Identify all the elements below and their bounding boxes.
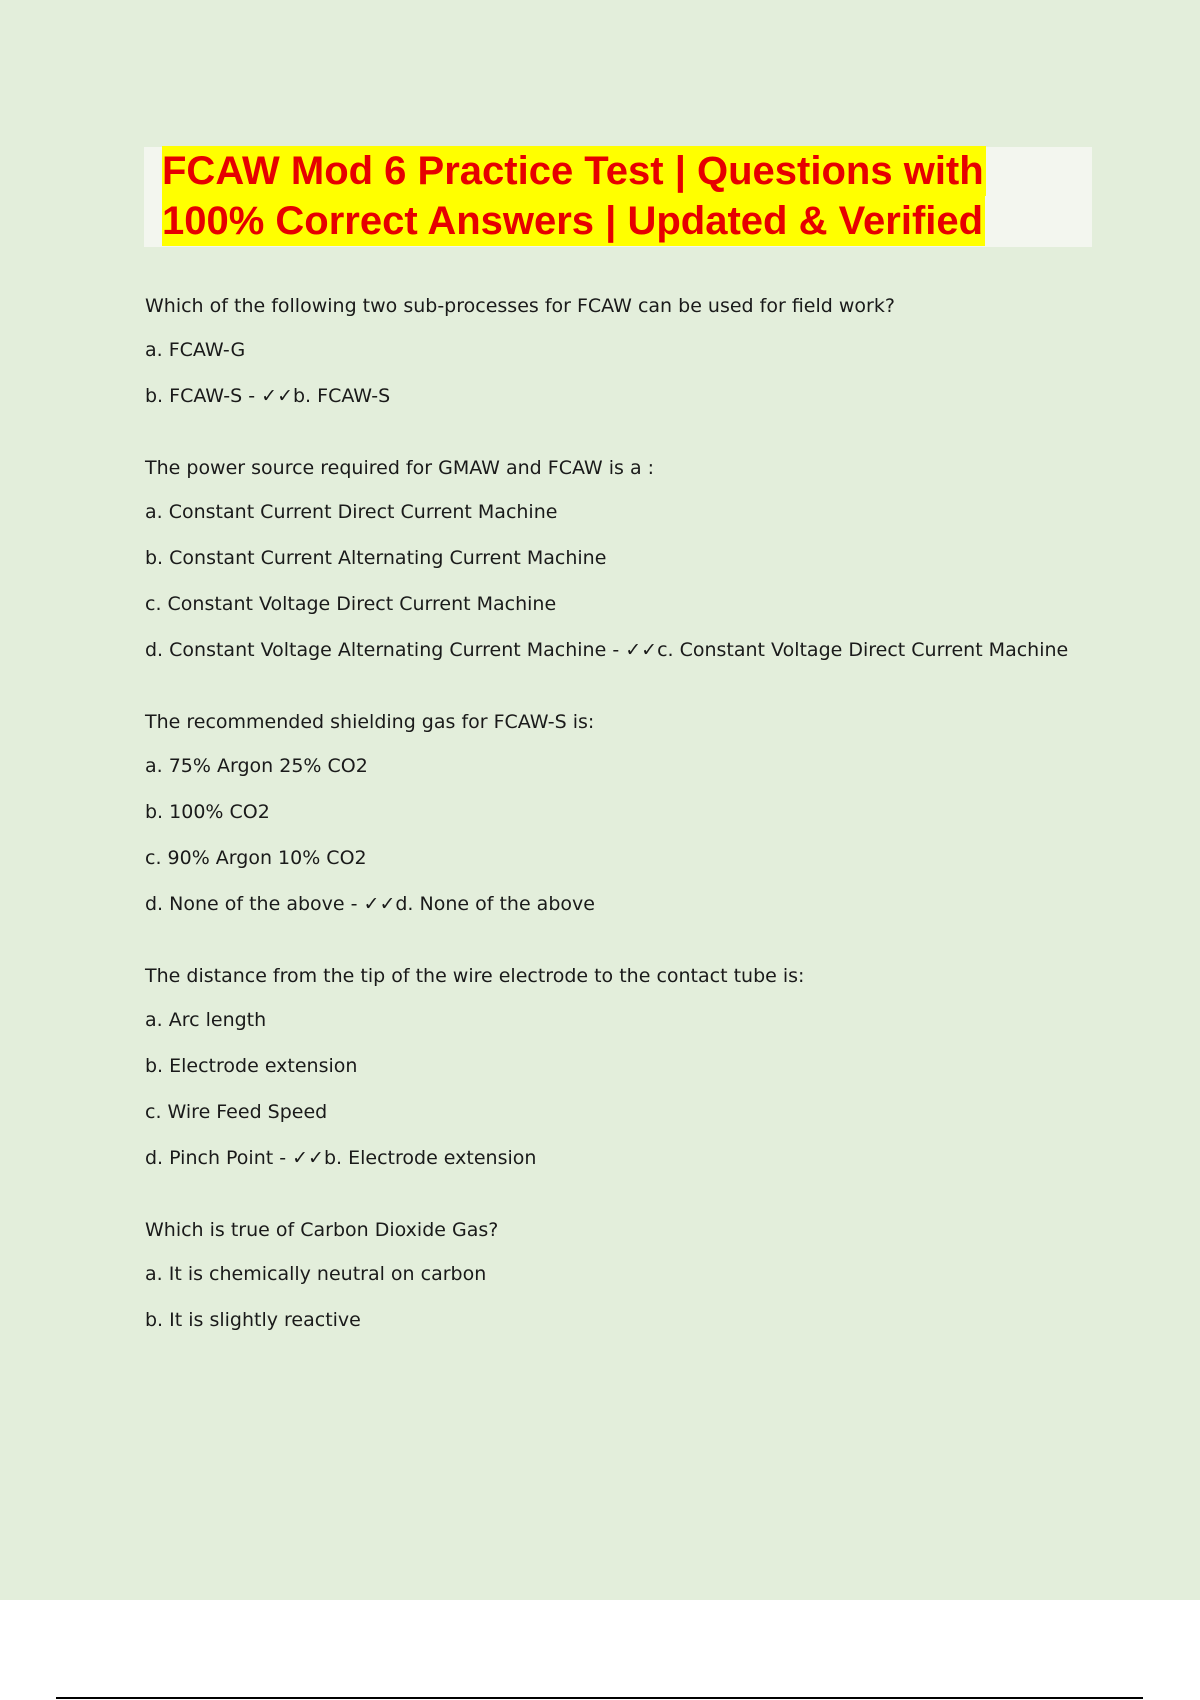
question-text: The power source required for GMAW and FCAW is a : (145, 457, 655, 479)
question-block (145, 1214, 1105, 1336)
document-title-line-1: FCAW Mod 6 Practice Test | Questions with (162, 146, 986, 196)
question-text: The distance from the tip of the wire electrode to the contact tube is: (145, 965, 805, 987)
question-block (145, 960, 1105, 1174)
document-title-line-2: 100% Correct Answers | Updated & Verified (162, 196, 985, 246)
question-text: The recommended shielding gas for FCAW-S is: (145, 711, 595, 733)
answer-option: b. FCAW-S - ✓✓b. FCAW-S (145, 385, 391, 407)
footer-divider (56, 1697, 1143, 1699)
answer-option: c. Wire Feed Speed (145, 1101, 328, 1123)
answer-option: a. FCAW-G (145, 339, 246, 361)
answer-option: b. Constant Current Alternating Current Machine (145, 547, 607, 569)
question-list (145, 290, 1105, 1376)
answer-option: b. 100% CO2 (145, 801, 270, 823)
answer-option: c. Constant Voltage Direct Current Machine (145, 593, 557, 615)
question-block (145, 290, 1105, 412)
answer-option: d. None of the above - ✓✓d. None of the above (145, 893, 595, 915)
question-block (145, 706, 1105, 920)
answer-option: a. Arc length (145, 1009, 267, 1031)
answer-option: d. Pinch Point - ✓✓b. Electrode extension (145, 1147, 537, 1169)
question-text: Which is true of Carbon Dioxide Gas? (145, 1219, 499, 1241)
answer-option: a. Constant Current Direct Current Machine (145, 501, 558, 523)
question-text: Which of the following two sub-processes for FCAW can be used for field work? (145, 295, 895, 317)
answer-option: b. Electrode extension (145, 1055, 358, 1077)
answer-option: a. 75% Argon 25% CO2 (145, 755, 368, 777)
answer-option: c. 90% Argon 10% CO2 (145, 847, 367, 869)
question-block (145, 452, 1105, 666)
answer-option: b. It is slightly reactive (145, 1309, 361, 1331)
answer-option: a. It is chemically neutral on carbon (145, 1263, 487, 1285)
answer-option: d. Constant Voltage Alternating Current Machine - ✓✓c. Constant Voltage Direct Current Machine (145, 639, 1069, 661)
